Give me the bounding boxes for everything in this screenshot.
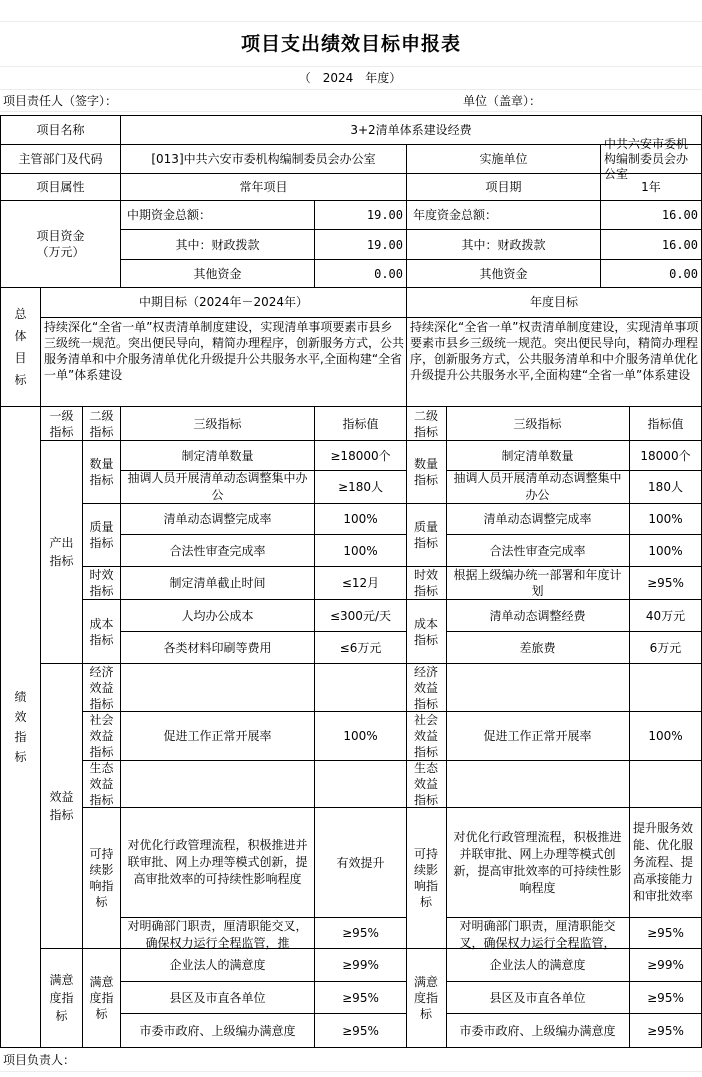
- impl-unit-value: 中共六安市委机构编制委员会办公室: [604, 136, 689, 181]
- mid-indicator-value: ≥18000个: [330, 448, 391, 463]
- mid-indicator-name: 对明确部门职责，厘清职能交叉，确保权力运行全程监管，推: [127, 919, 308, 950]
- year-indicator-name: 促进工作正常开展率: [483, 729, 592, 743]
- year-indicator-name: [446, 761, 629, 807]
- year-indicator-value: ≥95%: [647, 926, 684, 940]
- header-level3-year: 三级指标: [513, 416, 562, 431]
- period-value: 1年: [641, 180, 661, 194]
- quantity-indicator-mid: 数量指标: [89, 457, 114, 487]
- year-indicator-name: 县区及市直各单位: [489, 990, 586, 1005]
- mid-goal-header: 中期目标（2024年－2024年）: [138, 295, 309, 309]
- ecological-benefit-indicator-year: 生态效益指标: [413, 761, 438, 807]
- mid-indicator-name: [121, 664, 314, 711]
- year-indicator-name: 企业法人的满意度: [489, 958, 586, 972]
- mid-indicator-name: 合法性审查完成率: [169, 543, 266, 558]
- mid-indicator-value: 100%: [343, 729, 378, 743]
- timeliness-indicator-year: 时效指标: [413, 568, 438, 598]
- mid-indicator-name: 抽调人员开展清单动态调整集中办公: [127, 471, 308, 502]
- sustainable-impact-indicator-mid: 可持续影响指标: [89, 847, 114, 909]
- mid-indicator-value: [315, 664, 406, 711]
- header-level2-year: 二级指标: [413, 408, 438, 439]
- indicators-label: 绩效指标: [14, 690, 27, 764]
- year-indicator-value: [630, 664, 701, 711]
- year-indicator-value: 40万元: [645, 608, 686, 623]
- mid-indicator-value: 100%: [343, 512, 378, 526]
- sustainable-impact-indicator-year: 可持续影响指标: [413, 847, 438, 909]
- funds-label: 项目资金 （万元）: [36, 229, 85, 259]
- year-indicator-value: 18000个: [640, 448, 691, 463]
- year-indicator-name: [446, 664, 629, 711]
- year-fiscal-value: 16.00: [661, 237, 698, 252]
- year-indicator-value: 100%: [648, 729, 683, 743]
- mid-indicator-name: 县区及市直各单位: [169, 990, 266, 1005]
- footer-person-label: 项目负责人：: [3, 1052, 76, 1067]
- mid-indicator-value: ≤300元/天: [329, 608, 391, 623]
- year-other-label: 其他资金: [479, 266, 528, 281]
- effect-indicators: 效益指标: [49, 790, 74, 822]
- year-indicator-value: ≥99%: [647, 958, 684, 972]
- year-line: （ 2024 年度）: [298, 71, 402, 85]
- mid-indicator-name: 清单动态调整完成率: [163, 512, 272, 526]
- quantity-indicator-year: 数量指标: [413, 457, 438, 487]
- mid-indicator-value: 有效提升: [336, 855, 385, 870]
- mid-indicator-name: 促进工作正常开展率: [163, 729, 272, 743]
- year-total-label: 年度资金总额：: [413, 208, 498, 222]
- year-indicator-value: ≥95%: [647, 990, 684, 1005]
- year-indicator-name: 清单动态调整经费: [489, 608, 586, 623]
- mid-indicator-value: ≥180人: [338, 480, 383, 494]
- mid-indicator-name: 企业法人的满意度: [169, 958, 266, 972]
- mid-indicator-name: 制定清单截止时间: [169, 576, 266, 590]
- year-indicator-value: ≥95%: [647, 576, 684, 590]
- mid-indicator-name: 制定清单数量: [181, 448, 254, 463]
- year-indicator-name: 根据上级编办统一部署和年度计划: [453, 568, 622, 598]
- attr-value: 常年项目: [239, 180, 288, 194]
- responsible-sign-label: 项目责任人（签字）：: [3, 94, 118, 108]
- mid-fiscal-label: 其中：财政拨款: [175, 237, 260, 252]
- year-goal-header: 年度目标: [529, 295, 578, 309]
- quality-indicator-year: 质量指标: [413, 520, 438, 550]
- mid-indicator-name: 各类材料印刷等费用: [163, 640, 272, 655]
- mid-fiscal-value: 19.00: [366, 237, 403, 252]
- satisfaction-subindicator-mid: 满意度指标: [89, 975, 114, 1021]
- cost-indicator-mid: 成本指标: [89, 616, 114, 647]
- period-label: 项目期: [485, 180, 522, 194]
- year-indicator-value: 180人: [648, 480, 683, 494]
- header-level3-mid: 三级指标: [193, 416, 242, 431]
- economic-benefit-indicator-mid: 经济效益指标: [89, 664, 114, 711]
- year-indicator-name: 差旅费: [519, 640, 556, 655]
- quality-indicator-mid: 质量指标: [89, 520, 114, 550]
- mid-indicator-value: ≥95%: [342, 990, 379, 1005]
- overall-goal-label: 总体目标: [14, 307, 27, 387]
- year-indicator-value: 100%: [648, 543, 683, 558]
- year-indicator-name: 合法性审查完成率: [489, 543, 586, 558]
- year-indicator-value: ≥95%: [647, 1023, 684, 1038]
- mid-indicator-name: 对优化行政管理流程，积极推进并联审批、网上办理等模式创新，提高审批效率的可持续性影响程度: [127, 838, 308, 886]
- mid-indicator-name: 市委市政府、上级编办满意度: [139, 1023, 296, 1038]
- mid-total-value: 19.00: [366, 208, 403, 222]
- header-value-year: 指标值: [647, 416, 684, 431]
- year-indicator-value: 100%: [648, 512, 683, 526]
- header-level1: 一级指标: [49, 408, 74, 439]
- attr-label: 项目属性: [36, 180, 85, 194]
- mid-total-label: 中期资金总额：: [127, 208, 212, 222]
- header-value-mid: 指标值: [342, 416, 379, 431]
- mid-goal-text: 持续深化“全省一单”权责清单制度建设，实现清单事项要素市县乡三级统一规范。突出便民导向，精简办理程序，创新服务方式，公共服务清单和中介服务清单优化升级提升公共服务水平,全面构建“全省一单”体系建设: [44, 320, 405, 382]
- satisfaction-subindicator-year: 满意度指标: [413, 975, 438, 1021]
- year-other-value: 0.00: [669, 266, 698, 281]
- economic-benefit-indicator-year: 经济效益指标: [413, 664, 438, 711]
- year-indicator-name: 对优化行政管理流程，积极推进并联审批、网上办理等模式创新，提高审批效率的可持续性影响程度: [453, 829, 622, 895]
- year-indicator-value: [630, 761, 701, 807]
- cost-indicator-year: 成本指标: [413, 616, 438, 647]
- year-fiscal-label: 其中：财政拨款: [461, 237, 546, 252]
- social-benefit-indicator-year: 社会效益指标: [413, 713, 438, 759]
- dept-label: 主管部门及代码: [18, 152, 103, 166]
- year-indicator-value: 6万元: [649, 640, 682, 655]
- mid-indicator-name: [121, 761, 314, 807]
- dept-value: [013]中共六安市委机构编制委员会办公室: [151, 152, 376, 166]
- year-indicator-value: 提升服务效能、优化服务流程、提高承接能力和审批效率: [633, 821, 694, 903]
- mid-indicator-value: ≥99%: [342, 958, 379, 972]
- year-total-value: 16.00: [661, 208, 698, 222]
- output-indicators: 产出指标: [49, 536, 74, 568]
- mid-other-value: 0.00: [374, 266, 403, 281]
- year-indicator-name: 清单动态调整完成率: [483, 512, 592, 526]
- mid-indicator-value: [315, 761, 406, 807]
- timeliness-indicator-mid: 时效指标: [89, 568, 114, 598]
- year-indicator-name: 抽调人员开展清单动态调整集中办公: [453, 471, 622, 502]
- mid-indicator-value: ≥95%: [342, 926, 379, 940]
- project-name-label: 项目名称: [36, 123, 85, 137]
- impl-unit-label: 实施单位: [479, 152, 528, 166]
- mid-indicator-value: ≤12月: [341, 576, 380, 590]
- mid-indicator-value: 100%: [343, 543, 378, 558]
- mid-indicator-value: ≤6万元: [339, 640, 382, 655]
- project-name-value: 3+2清单体系建设经费: [350, 123, 472, 137]
- social-benefit-indicator-mid: 社会效益指标: [89, 713, 114, 759]
- ecological-benefit-indicator-mid: 生态效益指标: [89, 761, 114, 807]
- unit-seal-label: 单位（盖章）：: [463, 94, 542, 108]
- mid-other-label: 其他资金: [193, 266, 242, 281]
- mid-indicator-value: ≥95%: [342, 1023, 379, 1038]
- year-indicator-name: 对明确部门职责，厘清职能交叉，确保权力运行全程监管，: [459, 919, 616, 950]
- satisfaction-indicators: 满意度指标: [49, 973, 74, 1023]
- mid-indicator-name: 人均办公成本: [181, 608, 254, 623]
- year-indicator-name: 制定清单数量: [501, 448, 574, 463]
- year-indicator-name: 市委市政府、上级编办满意度: [459, 1023, 616, 1038]
- header-level2-mid: 二级指标: [89, 408, 114, 439]
- year-goal-text: 持续深化“全省一单”权责清单制度建设，实现清单事项要素市县乡三级统一规范。突出便民导向，精简办理程序，创新服务方式，公共服务清单和中介服务清单优化升级提升公共服务水平,全面构建“全省一单”体系建设: [410, 320, 699, 382]
- page-title: 项目支出绩效目标申报表: [240, 33, 461, 55]
